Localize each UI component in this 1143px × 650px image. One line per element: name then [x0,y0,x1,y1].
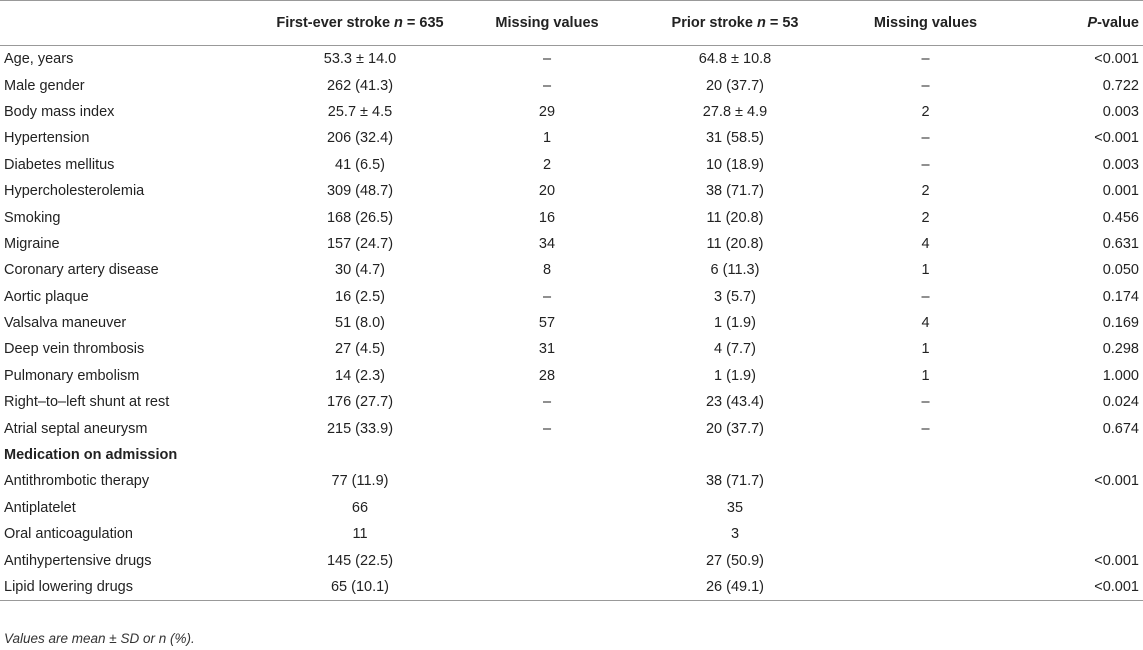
table-row [0,547,1143,573]
first-ever-value: 145 (22.5) [326,552,394,569]
missing-values-1 [462,468,632,494]
table-row [0,363,1143,389]
header-missing-values-1: Missing values [462,1,632,46]
first-ever-value: 66 [351,499,369,516]
missing-values-2 [838,495,1013,521]
row-label: Right–to–left shunt at rest [4,394,170,411]
prior-stroke-value [632,442,838,468]
missing-values-2 [838,521,1013,547]
table-row [0,72,1143,98]
table-row [0,495,1143,521]
missing-values-1 [462,521,632,547]
missing-values-1: 2 [542,156,552,173]
first-ever-value: 16 (2.5) [335,288,385,305]
table-row [0,231,1143,257]
prior-stroke-value: 4 (7.7) [714,341,756,358]
p-value: <0.001 [1094,51,1139,68]
first-ever-value: 215 (33.9) [326,420,394,437]
row-label: Deep vein thrombosis [4,341,145,358]
header-first-ever-n: n [394,15,403,31]
p-value: <0.001 [1094,130,1139,147]
first-ever-value: 14 (2.3) [335,367,385,384]
table-row [0,310,1143,336]
table-row [0,389,1143,415]
prior-stroke-value: 20 (37.7) [705,420,765,437]
missing-values-2: – [921,77,930,94]
prior-stroke-value: 26 (49.1) [632,574,838,601]
table-row [0,574,1143,601]
row-label: Diabetes mellitus [4,156,115,173]
row-label: Atrial septal aneurysm [4,420,148,437]
missing-values-2 [838,468,1013,494]
missing-values-2: 1 [921,367,930,384]
table-row [0,284,1143,310]
missing-values-1: 31 [538,341,556,358]
first-ever-value: 11 [352,526,368,543]
table-row [0,336,1143,362]
p-value [1013,442,1143,468]
prior-stroke-value: 27 (50.9) [705,552,765,569]
table-row [0,178,1143,204]
first-ever-value: 53.3 ± 14.0 [323,51,397,68]
p-value: 0.174 [1102,288,1139,305]
header-prior-count: = 53 [765,15,799,31]
row-label: Body mass index [4,103,115,120]
table-footnote: Values are mean ± SD or n (%). [4,631,195,646]
missing-values-2: – [921,130,930,147]
table-row [0,257,1143,283]
header-prior-stroke [632,1,838,46]
missing-values-2: 1 [921,341,930,358]
missing-values-2: 2 [921,209,930,226]
p-value: 0.674 [1102,420,1139,437]
missing-values-1: 16 [538,209,556,226]
table-row [0,99,1143,125]
row-label: Coronary artery disease [4,262,159,279]
missing-values-2: – [921,51,930,68]
p-value: <0.001 [1013,574,1143,601]
prior-stroke-value: 27.8 ± 4.9 [702,103,768,120]
row-label: Migraine [4,235,60,252]
row-label: Antiplatelet [4,499,76,516]
table-row [0,46,1143,73]
first-ever-value: 157 (24.7) [326,235,394,252]
row-label: Age, years [4,51,74,68]
row-label: Hypertension [4,130,90,147]
header-prior-n: n [756,15,766,31]
prior-stroke-value: 3 (5.7) [714,288,756,305]
missing-values-1: 28 [538,367,556,384]
table-row [0,125,1143,151]
first-ever-value: 30 (4.7) [335,262,385,279]
first-ever-value: 77 (11.9) [331,473,389,490]
first-ever-value: 27 (4.5) [335,341,385,358]
missing-values-2: – [921,156,930,173]
table-row [0,521,1143,547]
row-label: Medication on admission [4,447,178,464]
missing-values-2 [838,442,1013,468]
prior-stroke-value: 11 (20.8) [706,209,764,226]
row-label: Valsalva maneuver [4,315,127,332]
p-value: 0.456 [1102,209,1139,226]
p-value: 0.003 [1102,156,1139,173]
header-p-suffix: -value [1097,15,1139,31]
prior-stroke-value: 10 (18.9) [705,156,765,173]
table-row [0,468,1143,494]
row-label: Hypercholesterolemia [4,183,145,200]
missing-values-1: – [542,420,552,437]
prior-stroke-value: 23 (43.4) [705,394,765,411]
table-body [0,46,1143,601]
first-ever-value: 51 (8.0) [335,315,385,332]
missing-values-1: 57 [538,315,556,332]
p-value: 0.050 [1102,262,1139,279]
first-ever-value: 41 (6.5) [335,156,385,173]
p-value [1013,521,1143,547]
prior-stroke-value: 6 (11.3) [710,262,760,279]
missing-values-1 [462,442,632,468]
first-ever-value: 65 (10.1) [258,574,462,601]
p-value: <0.001 [1094,552,1139,569]
missing-values-1: 20 [538,183,556,200]
header-p-value [1013,1,1143,46]
missing-values-1: 1 [542,130,552,147]
missing-values-1: 29 [538,103,556,120]
prior-stroke-value: 1 (1.9) [714,315,756,332]
missing-values-1 [462,574,632,601]
prior-stroke-value: 20 (37.7) [705,77,765,94]
row-label: Antithrombotic therapy [4,473,150,490]
row-label: Male gender [4,77,85,94]
missing-values-2: 2 [921,183,930,200]
prior-stroke-value: 11 (20.8) [706,235,764,252]
missing-values-2: – [921,288,930,305]
missing-values-2: – [921,394,930,411]
missing-values-2: 4 [921,235,930,252]
header-characteristic [0,1,258,46]
header-row [0,1,1143,46]
row-label: Pulmonary embolism [4,367,140,384]
prior-stroke-value: 38 (71.7) [705,183,765,200]
missing-values-1 [462,495,632,521]
p-value [1013,495,1143,521]
header-p-letter: P [1087,15,1098,31]
first-ever-value: 168 (26.5) [326,209,394,226]
first-ever-value: 176 (27.7) [326,394,394,411]
missing-values-2: 1 [921,262,930,279]
missing-values-1: – [542,288,552,305]
first-ever-value: 309 (48.7) [326,183,394,200]
row-label: Lipid lowering drugs [0,574,258,601]
missing-values-1: – [542,394,552,411]
table-row [0,442,1143,468]
header-prior-text: Prior stroke [671,15,757,31]
p-value: 0.001 [1102,183,1139,200]
p-value: 0.631 [1102,235,1139,252]
p-value: 0.003 [1102,103,1139,120]
header-first-ever-count: = 635 [402,15,444,31]
prior-stroke-value: 31 (58.5) [705,130,765,147]
prior-stroke-value: 64.8 ± 10.8 [698,51,772,68]
row-label: Smoking [4,209,61,226]
row-label: Aortic plaque [4,288,89,305]
missing-values-2: – [921,420,930,437]
missing-values-1: 34 [538,235,556,252]
missing-values-2: 4 [921,315,930,332]
row-label: Antihypertensive drugs [4,552,152,569]
p-value: 0.024 [1102,394,1139,411]
missing-values-2: 2 [921,103,930,120]
table-row [0,415,1143,441]
p-value: 0.298 [1102,341,1139,358]
header-missing-values-2: Missing values [838,1,1013,46]
missing-values-1 [462,547,632,573]
prior-stroke-value: 38 (71.7) [705,473,765,490]
table-header [0,1,1143,46]
prior-stroke-value: 1 (1.9) [714,367,756,384]
row-label: Oral anticoagulation [4,526,133,543]
first-ever-value: 25.7 ± 4.5 [327,103,393,120]
first-ever-value: 206 (32.4) [326,130,394,147]
prior-stroke-value: 35 [726,499,744,516]
missing-values-1: 8 [542,262,552,279]
prior-stroke-value: 3 [730,526,740,543]
p-value: 1.000 [1102,367,1139,384]
header-first-ever-text: First-ever stroke [276,15,395,31]
header-first-ever-stroke [258,1,462,46]
p-value: 0.169 [1102,315,1139,332]
first-ever-value: 262 (41.3) [326,77,394,94]
table-row [0,204,1143,230]
missing-values-1: – [542,51,552,68]
p-value: <0.001 [1094,473,1139,490]
table-row [0,152,1143,178]
missing-values-2 [838,574,1013,601]
missing-values-2 [838,547,1013,573]
p-value: 0.722 [1102,77,1139,94]
missing-values-1: – [542,77,552,94]
first-ever-value [258,442,462,468]
